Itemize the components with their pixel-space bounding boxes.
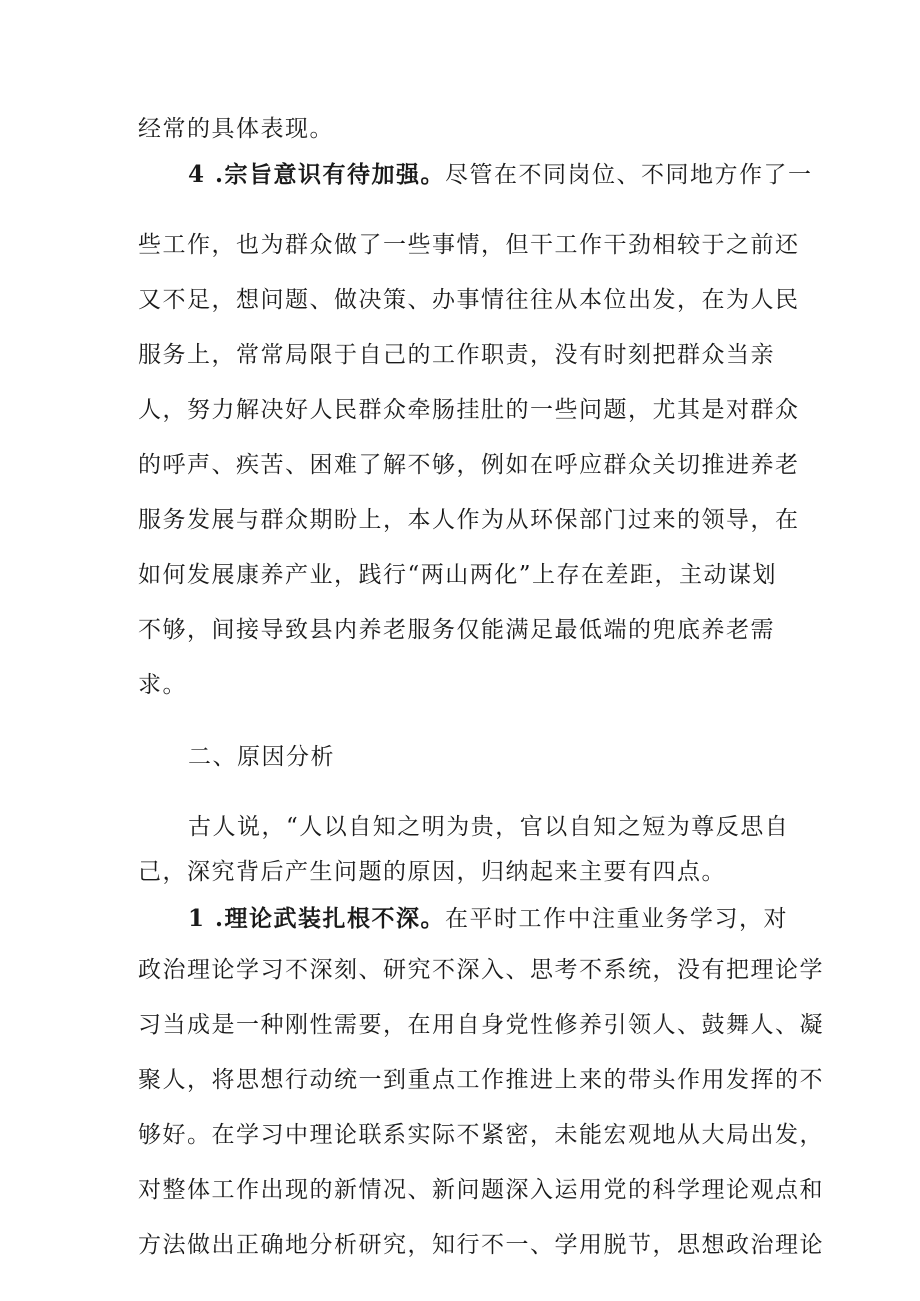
body-line: 服务上，常常局限于自己的工作职责，没有时刻把群众当亲 xyxy=(138,342,775,368)
body-line: 不够，间接导致县内养老服务仅能满足最低端的兜底养老需 xyxy=(138,617,775,643)
body-line: 服务发展与群众期盼上，本人作为从环保部门过来的领导，在 xyxy=(138,507,800,533)
body-line: 人，努力解决好人民群众牵肠挂肚的一些问题，尤其是对群众 xyxy=(138,397,800,423)
body-line: 习当成是一种刚性需要，在用自身党性修养引领人、鼓舞人、凝 xyxy=(138,1012,824,1038)
body-line: 够好。在学习中理论联系实际不紧密，未能宏观地从大局出发， xyxy=(138,1122,824,1148)
body-line: 如何发展康养产业，践行“两山两化”上存在差距，主动谋划 xyxy=(138,562,778,588)
body-line: 的呼声、疾苦、困难了解不够，例如在呼应群众关切推进养老 xyxy=(138,452,800,478)
body-line: 政治理论学习不深刻、研究不深入、思考不系统，没有把理论学 xyxy=(138,957,824,983)
body-line: 又不足，想问题、做决策、办事情往往从本位出发，在为人民 xyxy=(138,287,800,313)
numbered-paragraph-start: 4 .宗旨意识有待加强。尽管在不同岗位、不同地方作了一 xyxy=(188,161,813,188)
body-line: 己，深究背后产生问题的原因，归纳起来主要有四点。 xyxy=(138,859,726,885)
body-line: 聚人，将思想行动统一到重点工作推进上来的带头作用发挥的不 xyxy=(138,1067,824,1093)
body-line: 古人说，“人以自知之明为贵，官以自知之短为尊反思自 xyxy=(188,814,790,840)
numbered-heading: 1 .理论武装扎根不深。 xyxy=(188,905,446,932)
numbered-heading: 4 .宗旨意识有待加强。 xyxy=(188,161,446,188)
body-line: 求。 xyxy=(138,672,187,698)
body-line: 些工作，也为群众做了一些事情，但干工作干劲相较于之前还 xyxy=(138,232,800,258)
numbered-paragraph-start: 1 .理论武装扎根不深。在平时工作中注重业务学习，对 xyxy=(188,905,789,932)
section-heading: 二、原因分析 xyxy=(188,744,335,770)
body-line: 对整体工作出现的新情况、新问题深入运用党的科学理论观点和 xyxy=(138,1177,824,1203)
body-line: 经常的具体表现。 xyxy=(138,116,334,142)
body-line: 方法做出正确地分析研究，知行不一、学用脱节，思想政治理论 xyxy=(138,1232,824,1258)
